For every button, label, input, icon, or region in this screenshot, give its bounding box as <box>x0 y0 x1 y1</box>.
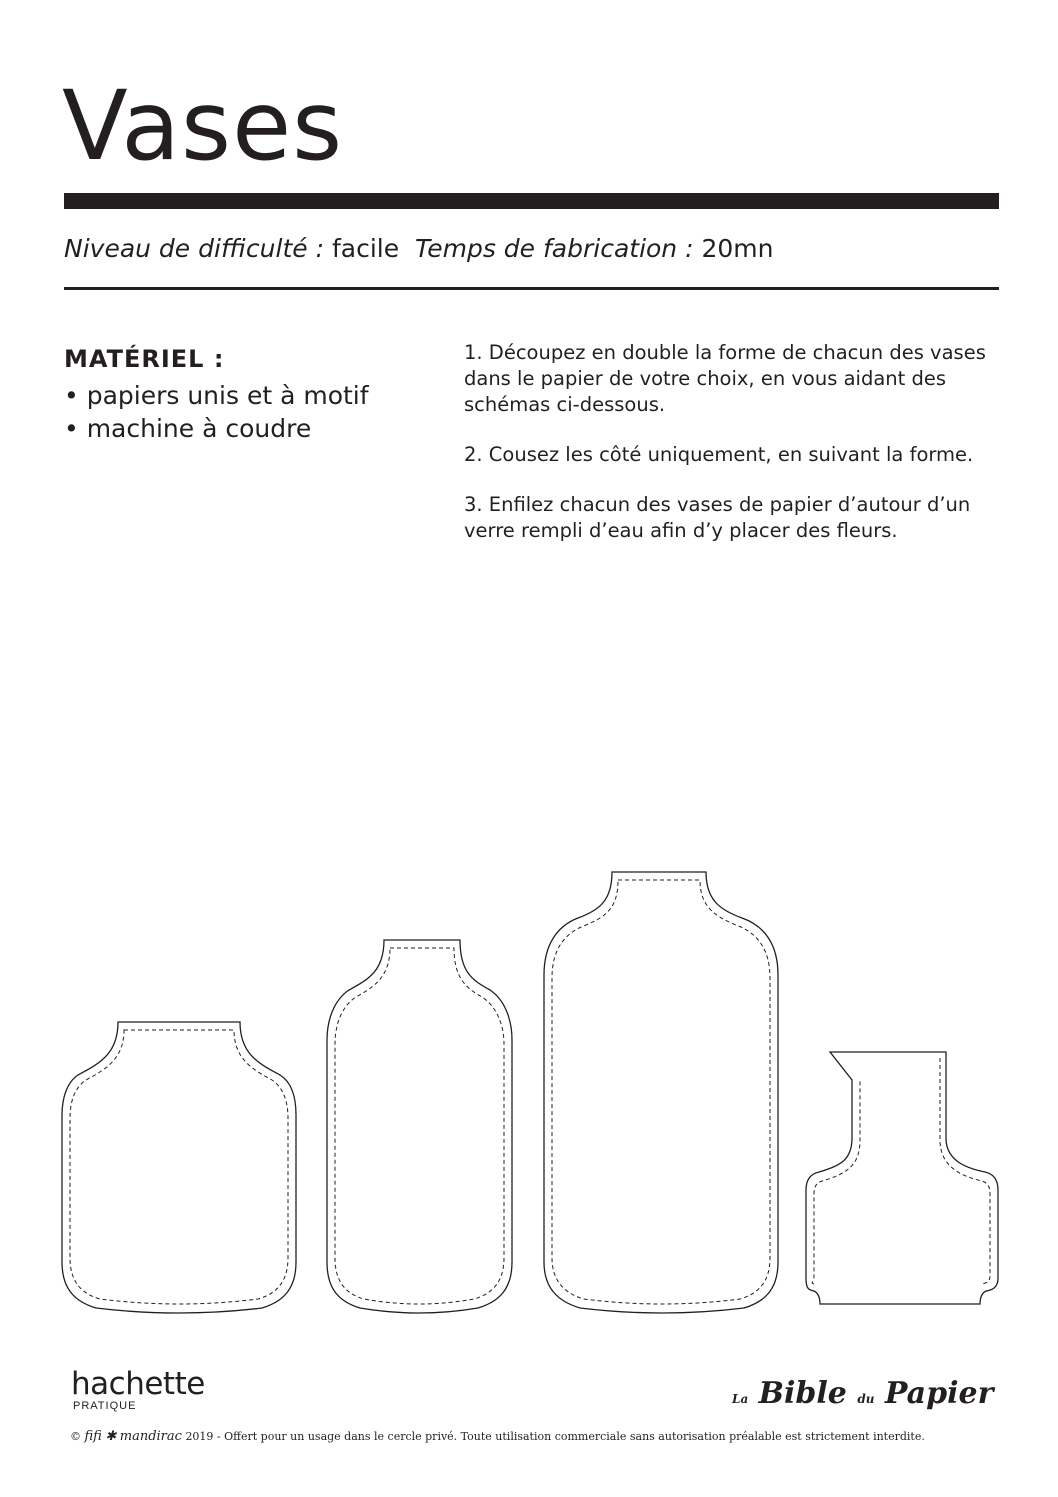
vase-template-medium <box>327 940 512 1313</box>
title-divider <box>64 193 999 209</box>
page-title: Vases <box>62 70 344 182</box>
hachette-logo <box>71 1368 205 1412</box>
project-meta <box>64 234 774 263</box>
usage-notice: Offert pour un usage dans le cercle privé. Toute utilisation commerciale sans autorisation préalable est strictement interdite. <box>224 1430 925 1443</box>
difficulty-value: facile <box>331 234 400 263</box>
author-first: fifi <box>84 1429 102 1444</box>
brand-prefix: La <box>732 1392 749 1406</box>
publisher-name: hachette <box>71 1366 205 1402</box>
flower-icon: ✱ <box>105 1429 117 1444</box>
instructions <box>464 340 1004 568</box>
materials-section <box>64 345 369 445</box>
material-item: • papiers unis et à motif <box>64 379 369 412</box>
brand-mid: du <box>857 1392 875 1406</box>
vase-templates <box>0 860 1058 1320</box>
vase-template-small <box>62 1022 296 1313</box>
time-value: 20mn <box>701 234 774 263</box>
author-last: mandirac <box>119 1429 182 1444</box>
materials-heading: MATÉRIEL : <box>64 345 225 373</box>
step-3: 3. Enfilez chacun des vases de papier d’autour d’un verre rempli d’eau afin d’y placer des fleurs. <box>464 493 971 542</box>
publisher-imprint: PRATIQUE <box>73 1400 137 1412</box>
vase-template-large <box>544 872 778 1313</box>
meta-divider <box>64 287 999 290</box>
brand-main: Bible <box>758 1376 847 1411</box>
copyright-notice <box>70 1429 925 1444</box>
step-1: 1. Découpez en double la forme de chacun des vases dans le papier de votre choix, en vous aidant des schémas ci-dessous. <box>464 341 986 416</box>
step-2: 2. Cousez les côté uniquement, en suivant la forme. <box>464 443 974 466</box>
bible-du-papier-logo <box>732 1376 993 1411</box>
difficulty-label: Niveau de difficulté : <box>64 234 325 263</box>
material-item: • machine à coudre <box>64 412 369 445</box>
copyright-year: 2019 - <box>185 1430 221 1443</box>
time-label: Temps de fabrication : <box>415 234 694 263</box>
materials-list <box>64 379 369 445</box>
brand-end: Papier <box>884 1376 994 1411</box>
copyright-symbol: © <box>70 1430 81 1443</box>
vase-template-pitcher <box>806 1052 998 1304</box>
